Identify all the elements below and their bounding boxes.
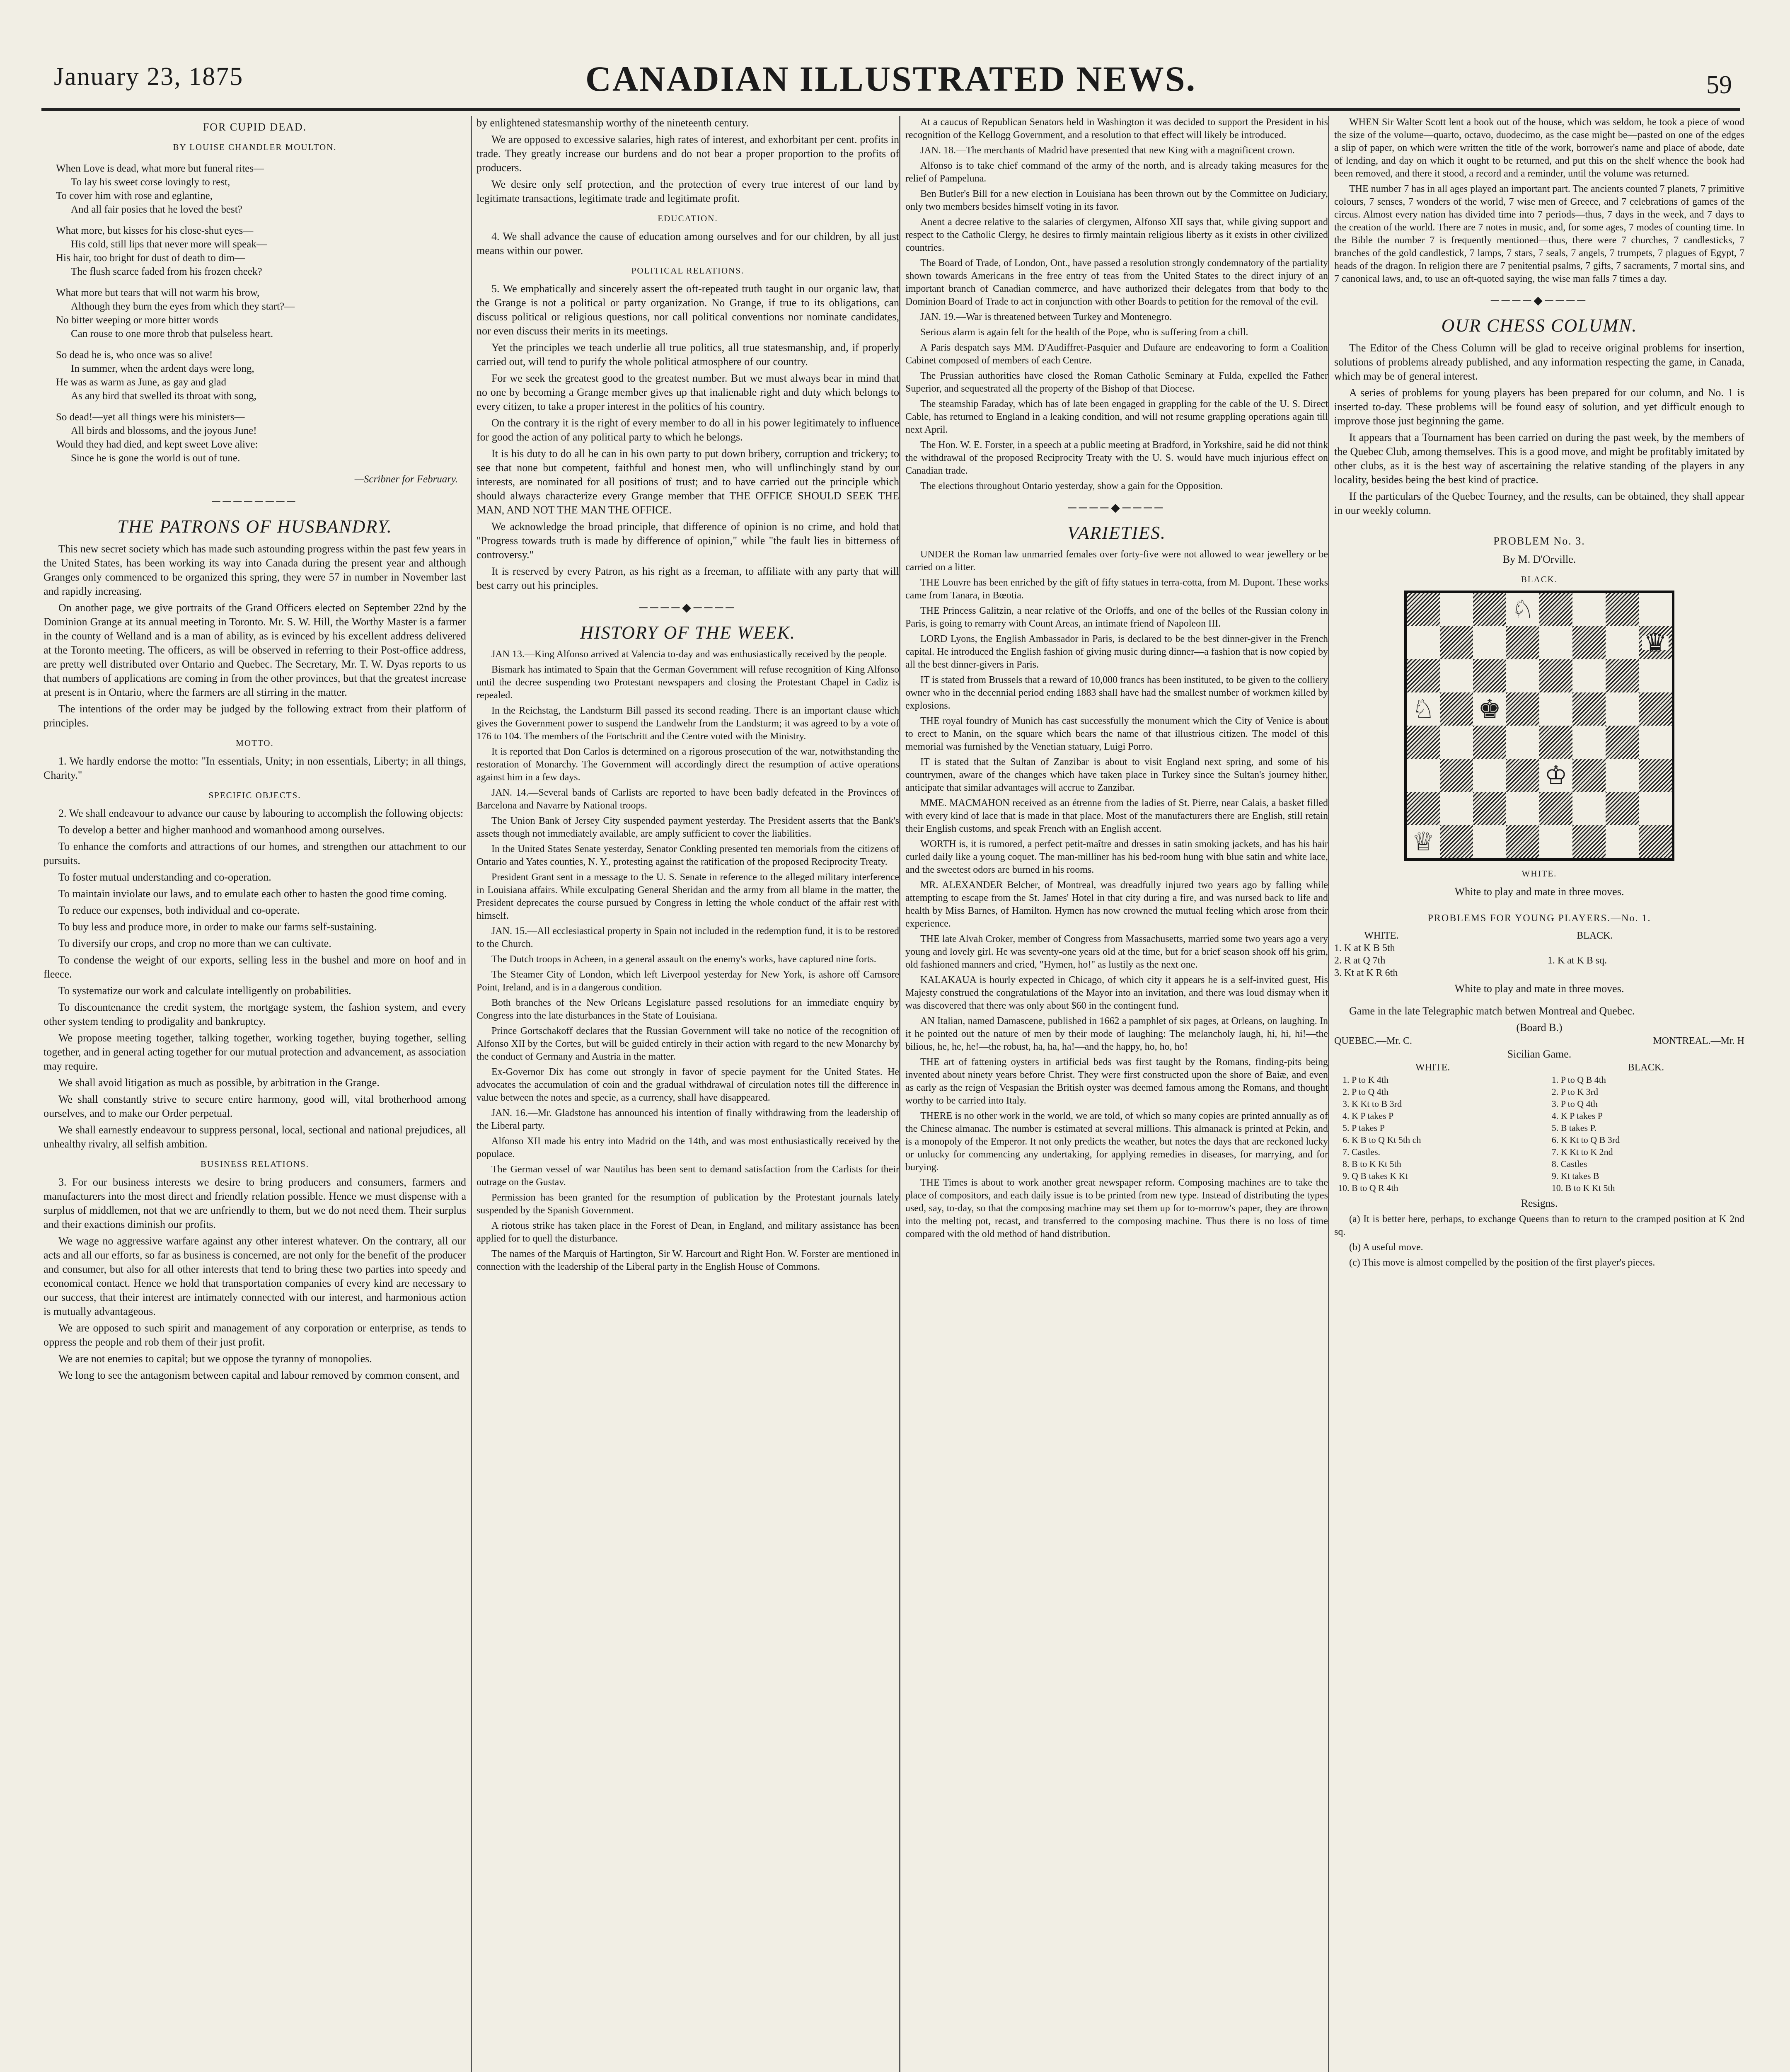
square-c5 [1473, 692, 1506, 726]
square-h1 [1639, 825, 1672, 858]
square-a7 [1407, 626, 1440, 659]
variety-item: THE late Alvah Croker, member of Congress from Massachusetts, married some two years ago a very young and lovely girl. He was seventy-one years old at the time, but for a brief season shook off his grim, old fashioned manners and cried, "Hymen, ho!" as lustily as the next one. [905, 934, 1328, 970]
chess-board [1404, 591, 1674, 861]
square-g1 [1606, 825, 1639, 858]
news-item: The names of the Marquis of Hartington, Sir W. Harcourt and Right Hon. W. Forster are mentioned in connection with the leadership of the Liberal party in the English House of Commons. [477, 1249, 899, 1272]
move: 2. R at Q 7th [1334, 955, 1386, 966]
square-c4 [1473, 726, 1506, 759]
paragraph: This new secret society which has made such astounding progress within the past few years in the United States, has been working its way into Canada during the present year and although Granges only commenced to be organized this spring, they were 57 in number in November last and rapidly increasing. [44, 543, 466, 597]
square-g2 [1606, 792, 1639, 825]
square-d2 [1506, 792, 1539, 825]
game-moves [1334, 1074, 1744, 1194]
column-2 [477, 116, 899, 1276]
column-3 [905, 116, 1328, 1243]
paragraph: On the contrary it is the right of every member to do all in his power legitimately to influence for good the action of any political party to which he belongs. [477, 417, 899, 443]
paragraph: We long to see the antagonism between capital and labour removed by common consent, and [58, 1369, 460, 1381]
player-montreal: MONTREAL.—Mr. H [1653, 1036, 1744, 1046]
young-players-moves [1334, 929, 1744, 979]
note: (b) A useful move. [1349, 1242, 1423, 1253]
list-item: To develop a better and higher manhood and womanhood among ourselves. [58, 824, 385, 836]
problem-caption: White to play and mate in three moves. [1454, 886, 1624, 898]
square-h5 [1639, 692, 1672, 726]
square-b8 [1440, 593, 1473, 626]
poem-stanza: So dead he is, who once was so alive! In summer, when the ardent days were long, He was as warm as June, as gay and glad As any bird that swelled its throat with song, [56, 349, 256, 402]
paragraph: We wage no aggressive warfare against any other interest whatever. On the contrary, all our acts and all our efforts, so far as business is concerned, are not only for the benefit of the producer and consumer, but also for all other interests that tend to bring these two parties into speedy and economical contact. Hence we hold that transportation companies of every kind are necessary to our success, that their interest are intimately connected with our interest, and harmonious action is mutually advantageous. [44, 1235, 466, 1317]
paragraph: We desire only self protection, and the protection of every true interest of our land by legitimate transactions, legitimate trade and legitimate profit. [477, 178, 899, 204]
black-label: BLACK. [1577, 930, 1613, 941]
chess-piece-icon: ♛ [1642, 636, 1669, 650]
news-item: The elections throughout Ontario yesterday, show a gain for the Opposition. [920, 481, 1223, 491]
paragraph: 2. We shall endeavour to advance our cause by labouring to accomplish the following objects: [58, 807, 464, 819]
poem-credit: —Scribner for February. [354, 474, 458, 485]
paragraph: For we seek the greatest good to the greatest number. But we must always bear in mind that no one by becoming a Grange member gives up that inalienable right and duty which belongs to every citizen, to take a proper interest in the politics of his country. [477, 372, 899, 412]
move: 4. K P takes P [1352, 1110, 1544, 1122]
square-e8 [1539, 593, 1572, 626]
square-b5 [1440, 692, 1473, 726]
poem-title: FOR CUPID DEAD. [203, 121, 307, 133]
square-a1 [1407, 825, 1440, 858]
square-d3 [1506, 759, 1539, 792]
square-f3 [1572, 759, 1606, 792]
varieties-items [905, 548, 1328, 1241]
divider-ornament: ────◆──── [1490, 294, 1588, 307]
news-item: A riotous strike has taken place in the Forest of Dean, in England, and military assistance has been applied for to quell the disturbance. [477, 1220, 899, 1244]
square-d7 [1506, 626, 1539, 659]
game-white-label: WHITE. [1415, 1062, 1450, 1073]
move: 1. P to K 4th [1352, 1074, 1544, 1086]
poem-byline: BY LOUISE CHANDLER MOULTON. [173, 142, 337, 152]
newspaper-title: CANADIAN ILLUSTRATED NEWS. [585, 59, 1197, 99]
column-4 [1334, 116, 1744, 1272]
move: 5. B takes P. [1551, 1123, 1596, 1133]
list-item: To foster mutual understanding and co-operation. [58, 871, 271, 883]
paragraph: We shall earnestly endeavour to suppress personal, local, sectional and national prejudices, all unhealthy rivalry, all selfish ambition. [44, 1124, 466, 1150]
square-b6 [1440, 659, 1473, 692]
square-c3 [1473, 759, 1506, 792]
article-heading-history: HISTORY OF THE WEEK. [580, 622, 796, 643]
square-a4 [1407, 726, 1440, 759]
square-c1 [1473, 825, 1506, 858]
news-item: Alfonso is to take chief command of the army of the north, and is already taking measures for the relief of Pampeluna. [905, 160, 1328, 184]
variety-item: THE Louvre has been enriched by the gift of fifty statues in terra-cotta, from M. Dupont. These works came from Tanara, in Bœotia. [905, 577, 1328, 601]
move: 3. K Kt to B 3rd [1352, 1098, 1544, 1110]
news-item: Serious alarm is again felt for the health of the Pope, who is suffering from a chill. [920, 327, 1248, 338]
square-c7 [1473, 626, 1506, 659]
page-number: 59 [1706, 71, 1732, 99]
square-b3 [1440, 759, 1473, 792]
news-item: In the Reichstag, the Landsturm Bill passed its second reading. There is an important clause which gives the Government power to suspend the Landwehr from the Landsturm; it was agreed to by a vote of 176 to 104. The members of the Fortschritt and the Centre voted with the Ministry. [477, 705, 899, 742]
young-players-title: PROBLEMS FOR YOUNG PLAYERS.—No. 1. [1427, 913, 1651, 924]
square-e4 [1539, 726, 1572, 759]
paragraph: THE number 7 has in all ages played an important part. The ancients counted 7 planets, 7 primitive colours, 7 senses, 7 wonders of the world, 7 wise men of Greece, and 7 celebrations of games of the circus. Almost every nation has divided time into 7 periods—thus, 7 days in the week, and 7 days to the creation of the world. There are 7 notes in music, and, for some ages, 7 modes of counting time. In the Bible the number 7 is frequently mentioned—thus, there were 7 churches, 7 candlesticks, 7 branches of the gold candlestick, 7 lamps, 7 stars, 7 seals, 7 angels, 7 trumpets, 7 plagues of Egypt, 7 heads of the dragon. In religion there are 7 penitential psalms, 7 gifts, 7 sacraments, 7 mortal sins, and 7 canonical laws, and, to use an oft-quoted saying, the wise man falls 7 times a day. [1334, 184, 1744, 284]
list-item: To buy less and produce more, in order to make our farms self-sustaining. [58, 921, 377, 933]
square-g5 [1606, 692, 1639, 726]
move: 8. B to K Kt 5th [1352, 1158, 1544, 1170]
variety-item: MR. ALEXANDER Belcher, of Montreal, was dreadfully injured two years ago by falling while attempting to escape from the St. James' Hotel in that city during a fire, and was nursed back to life and health by Miss Barnes, of Hamilton. Hymen has now crowned the mutual feeling which arose from their experience. [905, 880, 1328, 929]
square-b4 [1440, 726, 1473, 759]
paragraph: It appears that a Tournament has been carried on during the past week, by the members of the Quebec Club, among themselves. This is a good move, and might be profitably imitated by other clubs, as it is the best way of ascertaining the relative standing of the players in any locality, besides being the best kind of practice. [1334, 431, 1744, 486]
variety-item: THE art of fattening oysters in artificial beds was first taught by the Romans, finding-pits being invented about ninety years before Christ. They were first constructed upon the shore of Baiæ, and even as early as the reign of Vespasian the British oyster was deemed famous among the Romans, and thought worthy to be carried into Italy. [905, 1057, 1328, 1106]
square-a3 [1407, 759, 1440, 792]
column-1 [44, 116, 466, 1385]
miscellany [1334, 116, 1744, 286]
white-label: WHITE. [1364, 930, 1399, 941]
variety-item: WORTH is, it is rumored, a perfect petit-maître and dresses in satin smoking jackets, and has his hair curled daily like a young coquet. The man-milliner has his bed-room hung with blue satin and white lace, and the sweetest odors are burned in his rooms. [905, 839, 1328, 875]
paragraph: We are opposed to such spirit and management of any corporation or enterprise, as tends to oppress the people and rob them of their just profit. [44, 1322, 466, 1348]
variety-item: IT is stated that the Sultan of Zanzibar is about to visit England next spring, and some of his countrymen, aware of the changes which have taken place in Turkey since the Sultan's journey hither, anticipate that similar advantages will accrue to Zanzibar. [905, 757, 1328, 793]
move: 7. K Kt to K 2nd [1551, 1147, 1613, 1157]
chess-piece-icon: ♚ [1476, 702, 1503, 716]
square-d8 [1506, 593, 1539, 626]
move: 2. P to Q 4th [1352, 1086, 1544, 1098]
subheading: POLITICAL RELATIONS. [631, 266, 745, 276]
variety-item: IT is stated from Brussels that a reward of 10,000 francs has been instituted, to be given to the colliery owner who in the decennial period ending 1883 shall have had the smallest number of workmen killed by explosions. [905, 675, 1328, 711]
paragraph: We shall constantly strive to secure entire harmony, good will, vital brotherhood among ourselves, and to make our Order perpetual. [44, 1093, 466, 1119]
square-d5 [1506, 692, 1539, 726]
list-item: To reduce our expenses, both individual and co-operate. [58, 904, 300, 916]
variety-item: MME. MACMAHON received as an étrenne from the ladies of St. Pierre, near Calais, a basket filled with every kind of lace that is made in that place. Most of the manufacturers there are English, still retain their English customs, and speak French with an English accent. [905, 798, 1328, 834]
move: 7. Castles. [1352, 1146, 1544, 1158]
list-item: To condense the weight of our exports, selling less in the bushel and more on hoof and in fleece. [44, 954, 466, 980]
square-f2 [1572, 792, 1606, 825]
square-e5 [1539, 692, 1572, 726]
paragraph: It is his duty to do all he can in his own party to put down bribery, corruption and trickery; to see that none but competent, faithful and honest men, who will unflinchingly stand by our interests, are nominated for all positions of trust; and to have carried out the principle which should always characterize every Grange member that THE OFFICE SHOULD SEEK THE MAN, AND NOT THE MAN THE OFFICE. [477, 448, 899, 516]
white-column [1334, 929, 1531, 979]
square-h3 [1639, 759, 1672, 792]
paragraph: We are not enemies to capital; but we oppose the tyranny of monopolies. [58, 1353, 372, 1365]
news-item: The Union Bank of Jersey City suspended payment yesterday. The President asserts that the Bank's assets though not immediately available, are amply sufficient to cover the liabilities. [477, 816, 899, 839]
paragraph: The intentions of the order may be judged by the following extract from their platform of principles. [44, 703, 466, 729]
divider-ornament: ────◆──── [639, 601, 737, 614]
subheading: SPECIFIC OBJECTS. [208, 790, 301, 800]
square-f1 [1572, 825, 1606, 858]
note: (c) This move is almost compelled by the position of the first player's pieces. [1349, 1257, 1655, 1268]
article-heading-varieties: VARIETIES. [1067, 523, 1166, 543]
square-e6 [1539, 659, 1572, 692]
news-item: The Steamer City of London, which left Liverpool yesterday for New York, is ashore off Carnsore Point, Ireland, and is in a dangerous condition. [477, 969, 899, 993]
paragraph: We acknowledge the broad principle, that difference of opinion is no crime, and hold that "Progress towards truth is made by difference of opinion," while "the fault lies in bitterness of controversy." [477, 520, 899, 561]
square-c8 [1473, 593, 1506, 626]
square-h6 [1639, 659, 1672, 692]
news-item: JAN 13.—King Alfonso arrived at Valencia to-day and was enthusiastically received by the people. [491, 649, 887, 660]
game-result: Resigns. [1521, 1197, 1558, 1209]
square-c2 [1473, 792, 1506, 825]
move: 9. Kt takes B [1551, 1171, 1599, 1181]
square-h7 [1639, 626, 1672, 659]
news-item: In the United States Senate yesterday, Senator Conkling presented ten memorials from the citizens of Ontario and Yates counties, N. Y., protesting against the ratification of the proposed Reciprocity Treaty. [477, 844, 899, 867]
move: 6. K Kt to Q B 3rd [1551, 1135, 1620, 1145]
news-item: JAN. 14.—Several bands of Carlists are reported to have been badly defeated in the Provinces of Barcelona and Navarre by National troops. [477, 787, 899, 811]
issue-date: January 23, 1875 [54, 63, 244, 91]
poem-stanza: What more but tears that will not warm his brow, Although they burn the eyes from which they start?— No bitter weeping or more bitter words Can rouse to one more throb that pulseless heart. [56, 287, 295, 339]
news-item: Both branches of the New Orleans Legislature passed resolutions for an immediate enquiry by Congress into the late disturbances in the State of Louisiana. [477, 997, 899, 1021]
paragraph: WHEN Sir Walter Scott lent a book out of the house, which was seldom, he took a piece of wood the size of the volume—quarto, octavo, duodecimo, as the case might be—pasted on one of the edges a slip of paper, on which were written the title of the work, borrower's name and place of abode, date of lending, and day on which it ought to be returned, and put this on the shelf whence the book had been removed, and there it stood, a record and a reminder, until the volume was returned. [1334, 117, 1744, 179]
square-e7 [1539, 626, 1572, 659]
square-a8 [1407, 593, 1440, 626]
paragraph: by enlightened statesmanship worthy of the nineteenth century. [477, 117, 749, 129]
paragraph: On another page, we give portraits of the Grand Officers elected on September 22nd by the Dominion Grange at its annual meeting in Toronto. Mr. S. W. Hill, the Worthy Master is a farmer in the county of Welland and is a man of ability, as is evinced by his excellent address delivered at the Toronto meeting. The officers, as will be observed in referring to their Post-office address, are pretty well distributed over Ontario and Quebec. The Secretary, Mr. T. W. Dyas reports to us that numbers of applications are coming in from the other provinces, but that the greatest increase at present is in Ontario, where the farmers are all stirring in the matter. [44, 602, 466, 698]
news-item: At a caucus of Republican Senators held in Washington it was decided to support the President in his recognition of the Kellogg Government, and a resolution to that effect will likely be introduced. [905, 117, 1328, 140]
chess-piece-icon: ♔ [1543, 768, 1569, 782]
square-e2 [1539, 792, 1572, 825]
square-b1 [1440, 825, 1473, 858]
history-items [477, 648, 899, 1273]
player-quebec: QUEBEC.—Mr. C. [1334, 1036, 1413, 1046]
black-moves [1552, 1074, 1744, 1194]
article-heading-chess: OUR CHESS COLUMN. [1441, 315, 1638, 336]
variety-item: THE Princess Galitzin, a near relative of the Orloffs, and one of the belles of the Russian colony in Paris, is going to remarry with Count Areas, an intimate friend of Napoleon III. [905, 605, 1328, 629]
variety-item: UNDER the Roman law unmarried females over forty-five were not allowed to wear jewellery or be carried on a litter. [905, 549, 1328, 573]
square-f5 [1572, 692, 1606, 726]
news-item: Alfonso XII made his entry into Madrid on the 14th, and was most enthusiastically received by the populace. [477, 1136, 899, 1159]
opening-name: Sicilian Game. [1507, 1048, 1572, 1060]
game-intro: Game in the late Telegraphic match betwen Montreal and Quebec. [1349, 1005, 1635, 1017]
move: 3. Kt at K R 6th [1334, 968, 1398, 978]
square-d6 [1506, 659, 1539, 692]
square-h4 [1639, 726, 1672, 759]
column-divider [1328, 116, 1329, 2072]
news-item: President Grant sent in a message to the U. S. Senate in reference to the alleged military interference in Louisiana affairs. While exculpating General Sheridan and the army from all blame in the matter, the President deprecates the course pursued by Congress in letting the whole conduct of the affair rest with himself. [477, 872, 899, 921]
square-f8 [1572, 593, 1606, 626]
problem-title: PROBLEM No. 3. [1493, 535, 1585, 547]
column-divider [471, 116, 472, 2072]
news-item: The Board of Trade, of London, Ont., have passed a resolution strongly condemnatory of the partiality shown towards Americans in the free entry of teas from the United States to the direct injury of an important branch of Canadian commerce, and have authorized their delegates from that body to the Dominion Board of Trade to act in conjunction with other Boards to petition for the removal of the evil. [905, 258, 1328, 307]
board-label-white: WHITE. [1522, 869, 1557, 879]
square-h8 [1639, 593, 1672, 626]
list-item: To systematize our work and calculate intelligently on probabilities. [58, 985, 351, 997]
divider-ornament: ──────── [212, 495, 298, 508]
variety-item: THERE is no other work in the world, we are told, of which so many copies are printed annually as of the Chinese almanac. The number is estimated at several millions. This almanack is printed at Pekin, and is a monopoly of the Emperor. It not only predicts the weather, but notes the days that are reckoned lucky or unlucky for commencing any undertaking, for applying remedies in diseases, for marrying, and for burying. [905, 1111, 1328, 1173]
divider-ornament: ────◆──── [1068, 501, 1166, 514]
header-rule [41, 108, 1740, 111]
square-g8 [1606, 593, 1639, 626]
move: 5. P takes P [1352, 1122, 1544, 1134]
news-item: Prince Gortschakoff declares that the Russian Government will take no notice of the recognition of Alfonso XII by the Cortes, but will be guided entirely in their action with regard to the new Monarchy by the conduct of Germany and Austria in the matter. [477, 1026, 899, 1062]
variety-item: KALAKAUA is hourly expected in Chicago, of which city it appears he is a self-invited guest, His Majesty construed the congratulations of the Mayor into an invitation, and there was loud dismay when it was discovered that there was only about $60 in the contingent fund. [905, 975, 1328, 1011]
news-item: JAN. 16.—Mr. Gladstone has announced his intention of finally withdrawing from the leadership of the Liberal party. [477, 1108, 899, 1131]
subheading: BUSINESS RELATIONS. [200, 1159, 310, 1169]
square-a5 [1407, 692, 1440, 726]
paragraph: It is reserved by every Patron, as his right as a freeman, to affiliate with any party that will best carry out his principles. [477, 565, 899, 591]
list-item: To diversify our crops, and crop no more than we can cultivate. [58, 937, 331, 949]
news-item: The Prussian authorities have closed the Roman Catholic Seminary at Fulda, expelled the Father Superior, and sequestrated all the property of the Bishop of that Diocese. [905, 370, 1328, 394]
poem-body [44, 162, 466, 465]
news-item: JAN. 19.—War is threatened between Turkey and Montenegro. [920, 312, 1172, 322]
news-item: JAN. 15.—All ecclesiastical property in Spain not included in the redemption fund, it is to be restored to the Church. [477, 926, 899, 949]
game-black-label: BLACK. [1628, 1062, 1664, 1073]
square-f6 [1572, 659, 1606, 692]
paragraph: We shall avoid litigation as much as possible, by arbitration in the Grange. [58, 1077, 380, 1089]
poem-stanza: What more, but kisses for his close-shut eyes— His cold, still lips that never more will speak— His hair, too bright for dust of death to dim— The flush scarce faded from his frozen cheek? [56, 225, 267, 277]
paragraph: We propose meeting together, talking together, working together, buying together, selling together, and in general acting together for our mutual protection and advancement, as association may require. [44, 1032, 466, 1072]
news-item: Ex-Governor Dix has come out strongly in favor of specie payment for the United States. He advocates the accumulation of coin and the gradual withdrawal of circulation notes till the difference in value between the notes and specie, as a currency, shall have disappeared. [477, 1067, 899, 1103]
paragraph: 3. For our business interests we desire to bring producers and consumers, farmers and manufacturers into the most direct and friendly relation possible. Hence we must dispense with a surplus of middlemen, not that we are unfriendly to them, but we do not need them. Their surplus and their exactions diminish our profits. [44, 1176, 466, 1230]
chess-piece-icon: ♘ [1410, 702, 1437, 716]
move: 8. Castles [1551, 1159, 1587, 1169]
variety-item: THE royal foundry of Munich has cast successfully the monument which the City of Venice is about to erect to Manin, on the square which bears the name of that illustrious citizen. The model of this memorial was furnished by the Venetian statuary, Luigi Porro. [905, 716, 1328, 752]
paragraph: Yet the principles we teach underlie all true politics, all true statesmanship, and, if properly carried out, will tend to purify the whole political atmosphere of our country. [477, 341, 899, 368]
move: 2. P to K 3rd [1551, 1087, 1598, 1097]
move: 4. K P takes P [1551, 1111, 1603, 1121]
board-b: (Board B.) [1516, 1021, 1563, 1034]
variety-item: THE Times is about to work another great newspaper reform. Composing machines are to take the place of compositors, and each daily issue is to be printed from new type. Instead of distributing the types used, say, to-day, so that the composing machine may set them up for to-morrow's paper, they are thrown into the melting pot, recast, and transferred to the composing machine. Thus there is no loss of time compared with the old method of hand distribution. [905, 1177, 1328, 1239]
chess-piece-icon: ♕ [1410, 835, 1437, 849]
list-item: To maintain inviolate our laws, and to emulate each other to hasten the good time coming. [58, 888, 447, 900]
subheading: EDUCATION. [658, 213, 718, 223]
news-item: The German vessel of war Nautilus has been sent to demand satisfaction from the Carlists for their outrage on the Gustav. [477, 1164, 899, 1188]
square-g4 [1606, 726, 1639, 759]
players [1334, 1035, 1744, 1047]
problem-author: By M. D'Orville. [1502, 553, 1576, 565]
move: 1. K at K B sq. [1547, 955, 1607, 966]
paragraph: We are opposed to excessive salaries, high rates of interest, and exhorbitant per cent. profits in trade. They greatly increase our burdens and do not bear a proper proportion to the profits of producers. [477, 133, 899, 174]
square-h2 [1639, 792, 1672, 825]
move: 3. P to Q 4th [1551, 1099, 1598, 1109]
news-item: It is reported that Don Carlos is determined on a rigorous prosecution of the war, notwithstanding the restoration of Monarchy. The Government will accordingly direct the resumption of active operations against him in a few days. [477, 746, 899, 783]
move: 10. B to Q R 4th [1352, 1182, 1544, 1194]
square-d4 [1506, 726, 1539, 759]
paragraph: A series of problems for young players has been prepared for our column, and No. 1 is inserted to-day. These problems will be found easy of solution, and yet difficult enough to improve those just beginning the game. [1334, 387, 1744, 427]
square-g3 [1606, 759, 1639, 792]
square-e3 [1539, 759, 1572, 792]
news-item: Permission has been granted for the resumption of publication by the Protestant journals lately suspended by the Spanish Government. [477, 1192, 899, 1216]
move: 10. B to K Kt 5th [1551, 1183, 1615, 1193]
white-moves [1334, 1074, 1544, 1194]
news-item: The steamship Faraday, which has of late been engaged in grappling for the cable of the U. S. Direct Cable, has returned to England in a leaking condition, and will not resume grappling operations again till next April. [905, 399, 1328, 435]
square-g7 [1606, 626, 1639, 659]
paragraph: 1. We hardly endorse the motto: "In essentials, Unity; in non essentials, Liberty; in all things, Charity." [44, 755, 466, 781]
news-item: The Hon. W. E. Forster, in a speech at a public meeting at Bradford, in Yorkshire, said he did not think the withdrawal of the proposed Reciprocity Treaty with the U. S. would have much injurious effect on Canadian trade. [905, 440, 1328, 476]
news-item: A Paris despatch says MM. D'Audiffret-Pasquier and Dufaure are endeavoring to form a Coalition Cabinet composed of members of each Centre. [905, 342, 1328, 366]
square-a6 [1407, 659, 1440, 692]
news-item: Anent a decree relative to the salaries of clergymen, Alfonso XII says that, while giving support and respect to the Catholic Clergy, he desires to firmly maintain religious liberty as it exists in other civilized countries. [905, 217, 1328, 253]
black-column [1548, 929, 1744, 979]
move: 6. K B to Q Kt 5th ch [1352, 1134, 1544, 1146]
news-item: Ben Butler's Bill for a new election in Louisiana has been thrown out by the Committee on Judiciary, only two members besides himself voting in its favor. [905, 189, 1328, 212]
move: 1. P to Q B 4th [1551, 1075, 1606, 1085]
game-notes [1334, 1213, 1744, 1269]
square-d1 [1506, 825, 1539, 858]
masthead [41, 54, 1740, 112]
move: 9. Q B takes K Kt [1352, 1170, 1544, 1182]
square-e1 [1539, 825, 1572, 858]
square-b7 [1440, 626, 1473, 659]
news-item: Bismark has intimated to Spain that the German Government will refuse recognition of King Alfonso until the decree suspending two Protestant newspapers and closing the Protestant Chapel in Cadiz is repealed. [477, 664, 899, 701]
square-f7 [1572, 626, 1606, 659]
game-column-heads [1334, 1061, 1744, 1074]
chess-piece-icon: ♘ [1509, 603, 1536, 617]
board-label-black: BLACK. [1521, 574, 1558, 584]
square-a2 [1407, 792, 1440, 825]
news-item: The Dutch troops in Acheen, in a general assault on the enemy's works, have captured nine forts. [491, 954, 876, 965]
square-g6 [1606, 659, 1639, 692]
variety-item: LORD Lyons, the English Ambassador in Paris, is declared to be the best dinner-giver in the French capital. He introduced the English fashion of giving music during dinner—a fashion that is now copied by all the best dinner-givers in Paris. [905, 634, 1328, 670]
list-item: To discountenance the credit system, the mortgage system, the fashion system, and every other system tending to prodigality and bankruptcy. [44, 1001, 466, 1027]
square-c6 [1473, 659, 1506, 692]
list-item: To enhance the comforts and attractions of our homes, and strengthen our attachment to our pursuits. [44, 840, 466, 867]
poem-stanza: When Love is dead, what more but funeral rites— To lay his sweet corse lovingly to rest, To cover him with rose and eglantine, And all fair posies that he loved the best? [56, 163, 264, 215]
news-item: JAN. 18.—The merchants of Madrid have presented that new King with a magnificent crown. [920, 145, 1295, 156]
square-f4 [1572, 726, 1606, 759]
poem-stanza: So dead!—yet all things were his ministers— All birds and blossoms, and the joyous June! Would they had died, and kept sweet Love alive: Since he is gone the world is out of tune. [56, 411, 258, 464]
subheading: MOTTO. [236, 738, 274, 748]
move: 1. K at K B 5th [1334, 943, 1395, 954]
paragraph: The Editor of the Chess Column will be glad to receive original problems for insertion, solutions of problems already published, and any information respecting the game, in Canada, which may be of general interest. [1334, 342, 1744, 382]
young-caption: White to play and mate in three moves. [1454, 983, 1624, 995]
column-divider [899, 116, 900, 2072]
paragraph: If the particulars of the Quebec Tourney, and the results, can be obtained, they shall appear in our weekly column. [1334, 490, 1744, 516]
paragraph: 5. We emphatically and sincerely assert the oft-repeated truth taught in our organic law, that the Grange is not a political or party organization. No Grange, if true to its obligations, can discuss political or religious questions, nor call political conventions nor nominate candidates, nor even discuss their merits in its meetings. [477, 283, 899, 337]
note: (a) It is better here, perhaps, to exchange Queens than to return to the cramped position at K 2nd sq. [1334, 1214, 1744, 1237]
square-b2 [1440, 792, 1473, 825]
variety-item: AN Italian, named Damascene, published in 1662 a pamphlet of six pages, at Orleans, on laughing. In it he pointed out the nature of men by their mode of laughing: The melancholy laugh, hi, hi, hi!—the bilious, he, he, he!—the robust, ha, ha, ha!—and the happy, ho, ho, ho! [905, 1016, 1328, 1052]
paragraph: 4. We shall advance the cause of education among ourselves and for our children, by all just means within our power. [477, 230, 899, 257]
history-items-continued [905, 116, 1328, 493]
article-heading-grange: THE PATRONS OF HUSBANDRY. [117, 516, 392, 537]
